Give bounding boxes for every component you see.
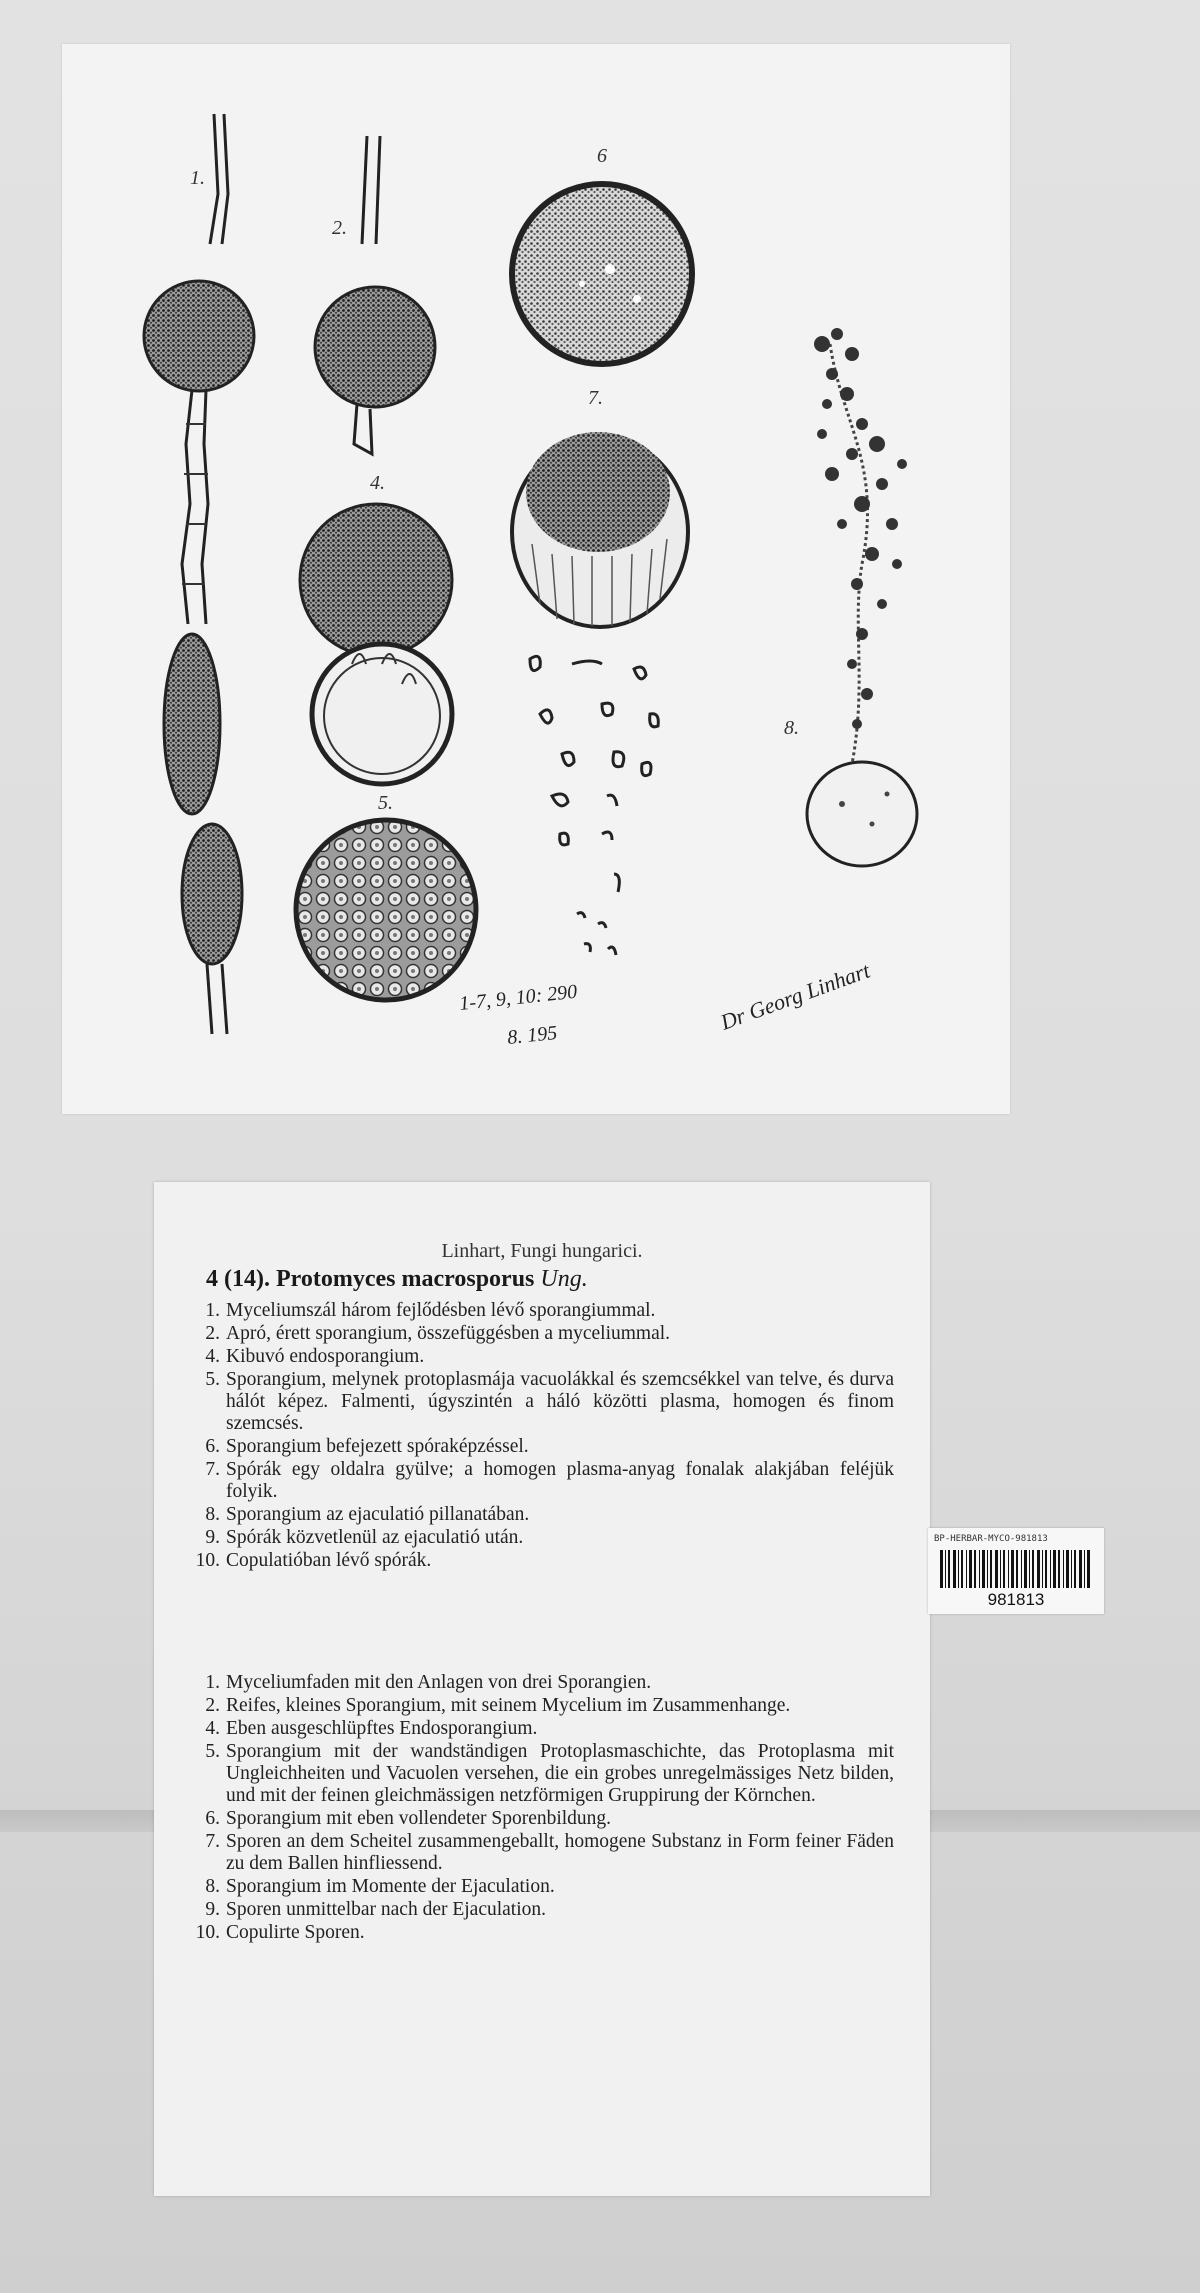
species-heading — [206, 1266, 588, 1293]
legend-item: 10. Copulatióban lévő spórák. — [195, 1550, 432, 1571]
legend-item: 9. Sporen unmittelbar nach der Ejaculation. — [205, 1899, 547, 1920]
species-name: Protomyces macrosporus — [275, 1266, 535, 1292]
species-number: 4 (14). — [206, 1266, 270, 1292]
figure-6-sporangium — [512, 145, 692, 364]
legend-item: 1. Myceliumfaden mit den Anlagen von drei Sporangien. — [205, 1672, 652, 1693]
fungus-illustration — [62, 44, 1010, 1114]
figure-9-10-spores — [530, 656, 658, 955]
figure-5-sporangium — [296, 792, 476, 1000]
legend-hungarian — [184, 1300, 894, 1573]
figure-4-endosporangium — [300, 472, 452, 784]
legend-item: 2. Apró, érett sporangium, összefüggésben a myceliummal. — [205, 1323, 671, 1344]
legend-german — [184, 1672, 894, 1945]
barcode-top-text: BP-HERBAR-MYCO-981813 — [934, 1534, 1048, 1544]
legend-item: 1. Myceliumszál három fejlődésben lévő sporangiummal. — [205, 1300, 656, 1321]
figure-number: 1. — [190, 167, 205, 189]
legend-item: 5. Sporangium mit der wandständigen Protoplasmaschichte, das Protoplasma mit Ungleichheiten und Vacuolen versehen, die ein grobes unregelmässiges Netz bilden, und mit der feinen gleichmässigen netzförmigen Gruppirung der Körnchen. — [205, 1741, 894, 1806]
figure-number: 2. — [332, 217, 347, 239]
figure-2-small-sporangium — [315, 136, 435, 454]
legend-item: 7. Sporen an dem Scheitel zusammengeballt, homogene Substanz in Form feiner Fäden zu dem Ballen hinfliessend. — [205, 1831, 894, 1874]
legend-item: 6. Sporangium befejezett spóraképzéssel. — [205, 1436, 529, 1457]
barcode-number: 981813 — [987, 1590, 1045, 1609]
figure-7-sporangium — [512, 387, 688, 627]
label-sheet — [154, 1182, 930, 2196]
label-author: Linhart, Fungi hungarici. — [441, 1240, 643, 1262]
figure-number: 5. — [378, 792, 393, 814]
barcode-sticker — [928, 1528, 1104, 1614]
figure-1-mycelium — [144, 114, 254, 1034]
illustrator-signature: Dr Georg Linhart — [717, 957, 874, 1035]
figure-number: 7. — [588, 387, 603, 409]
magnification-note-1: 1-7, 9, 10: 290 — [458, 980, 579, 1015]
legend-item: 10. Copulirte Sporen. — [195, 1922, 365, 1943]
legend-item: 4. Eben ausgeschlüpftes Endosporangium. — [205, 1718, 538, 1739]
species-authority: Ung. — [540, 1266, 588, 1292]
legend-item: 7. Spórák egy oldalra gyülve; a homogen plasma-anyag fonalak alakjában feléjük folyik. — [205, 1459, 894, 1502]
legend-item: 9. Spórák közvetlenül az ejaculatió után. — [205, 1527, 524, 1548]
legend-item: 2. Reifes, kleines Sporangium, mit seinem Mycelium im Zusammenhange. — [205, 1695, 791, 1716]
barcode-bars — [940, 1550, 1092, 1588]
magnification-note-2: 8. 195 — [506, 1021, 559, 1049]
figure-8-ejaculation — [784, 328, 917, 866]
legend-item: 6. Sporangium mit eben vollendeter Sporenbildung. — [205, 1808, 612, 1829]
illustration-plate — [62, 44, 1010, 1114]
legend-item: 5. Sporangium, melynek protoplasmája vacuolákkal és szemcsékkel van telve, és durva hálót képez. Falmenti, úgyszintén a háló közötti plasma, homogen és finom szemcsés. — [205, 1369, 894, 1434]
legend-item: 8. Sporangium im Momente der Ejaculation. — [205, 1876, 555, 1897]
figure-number: 4. — [370, 472, 385, 494]
figure-number: 8. — [784, 717, 799, 739]
legend-item: 8. Sporangium az ejaculatió pillanatában. — [205, 1504, 530, 1525]
legend-item: 4. Kibuvó endosporangium. — [205, 1346, 425, 1367]
figure-number: 6 — [597, 145, 607, 167]
